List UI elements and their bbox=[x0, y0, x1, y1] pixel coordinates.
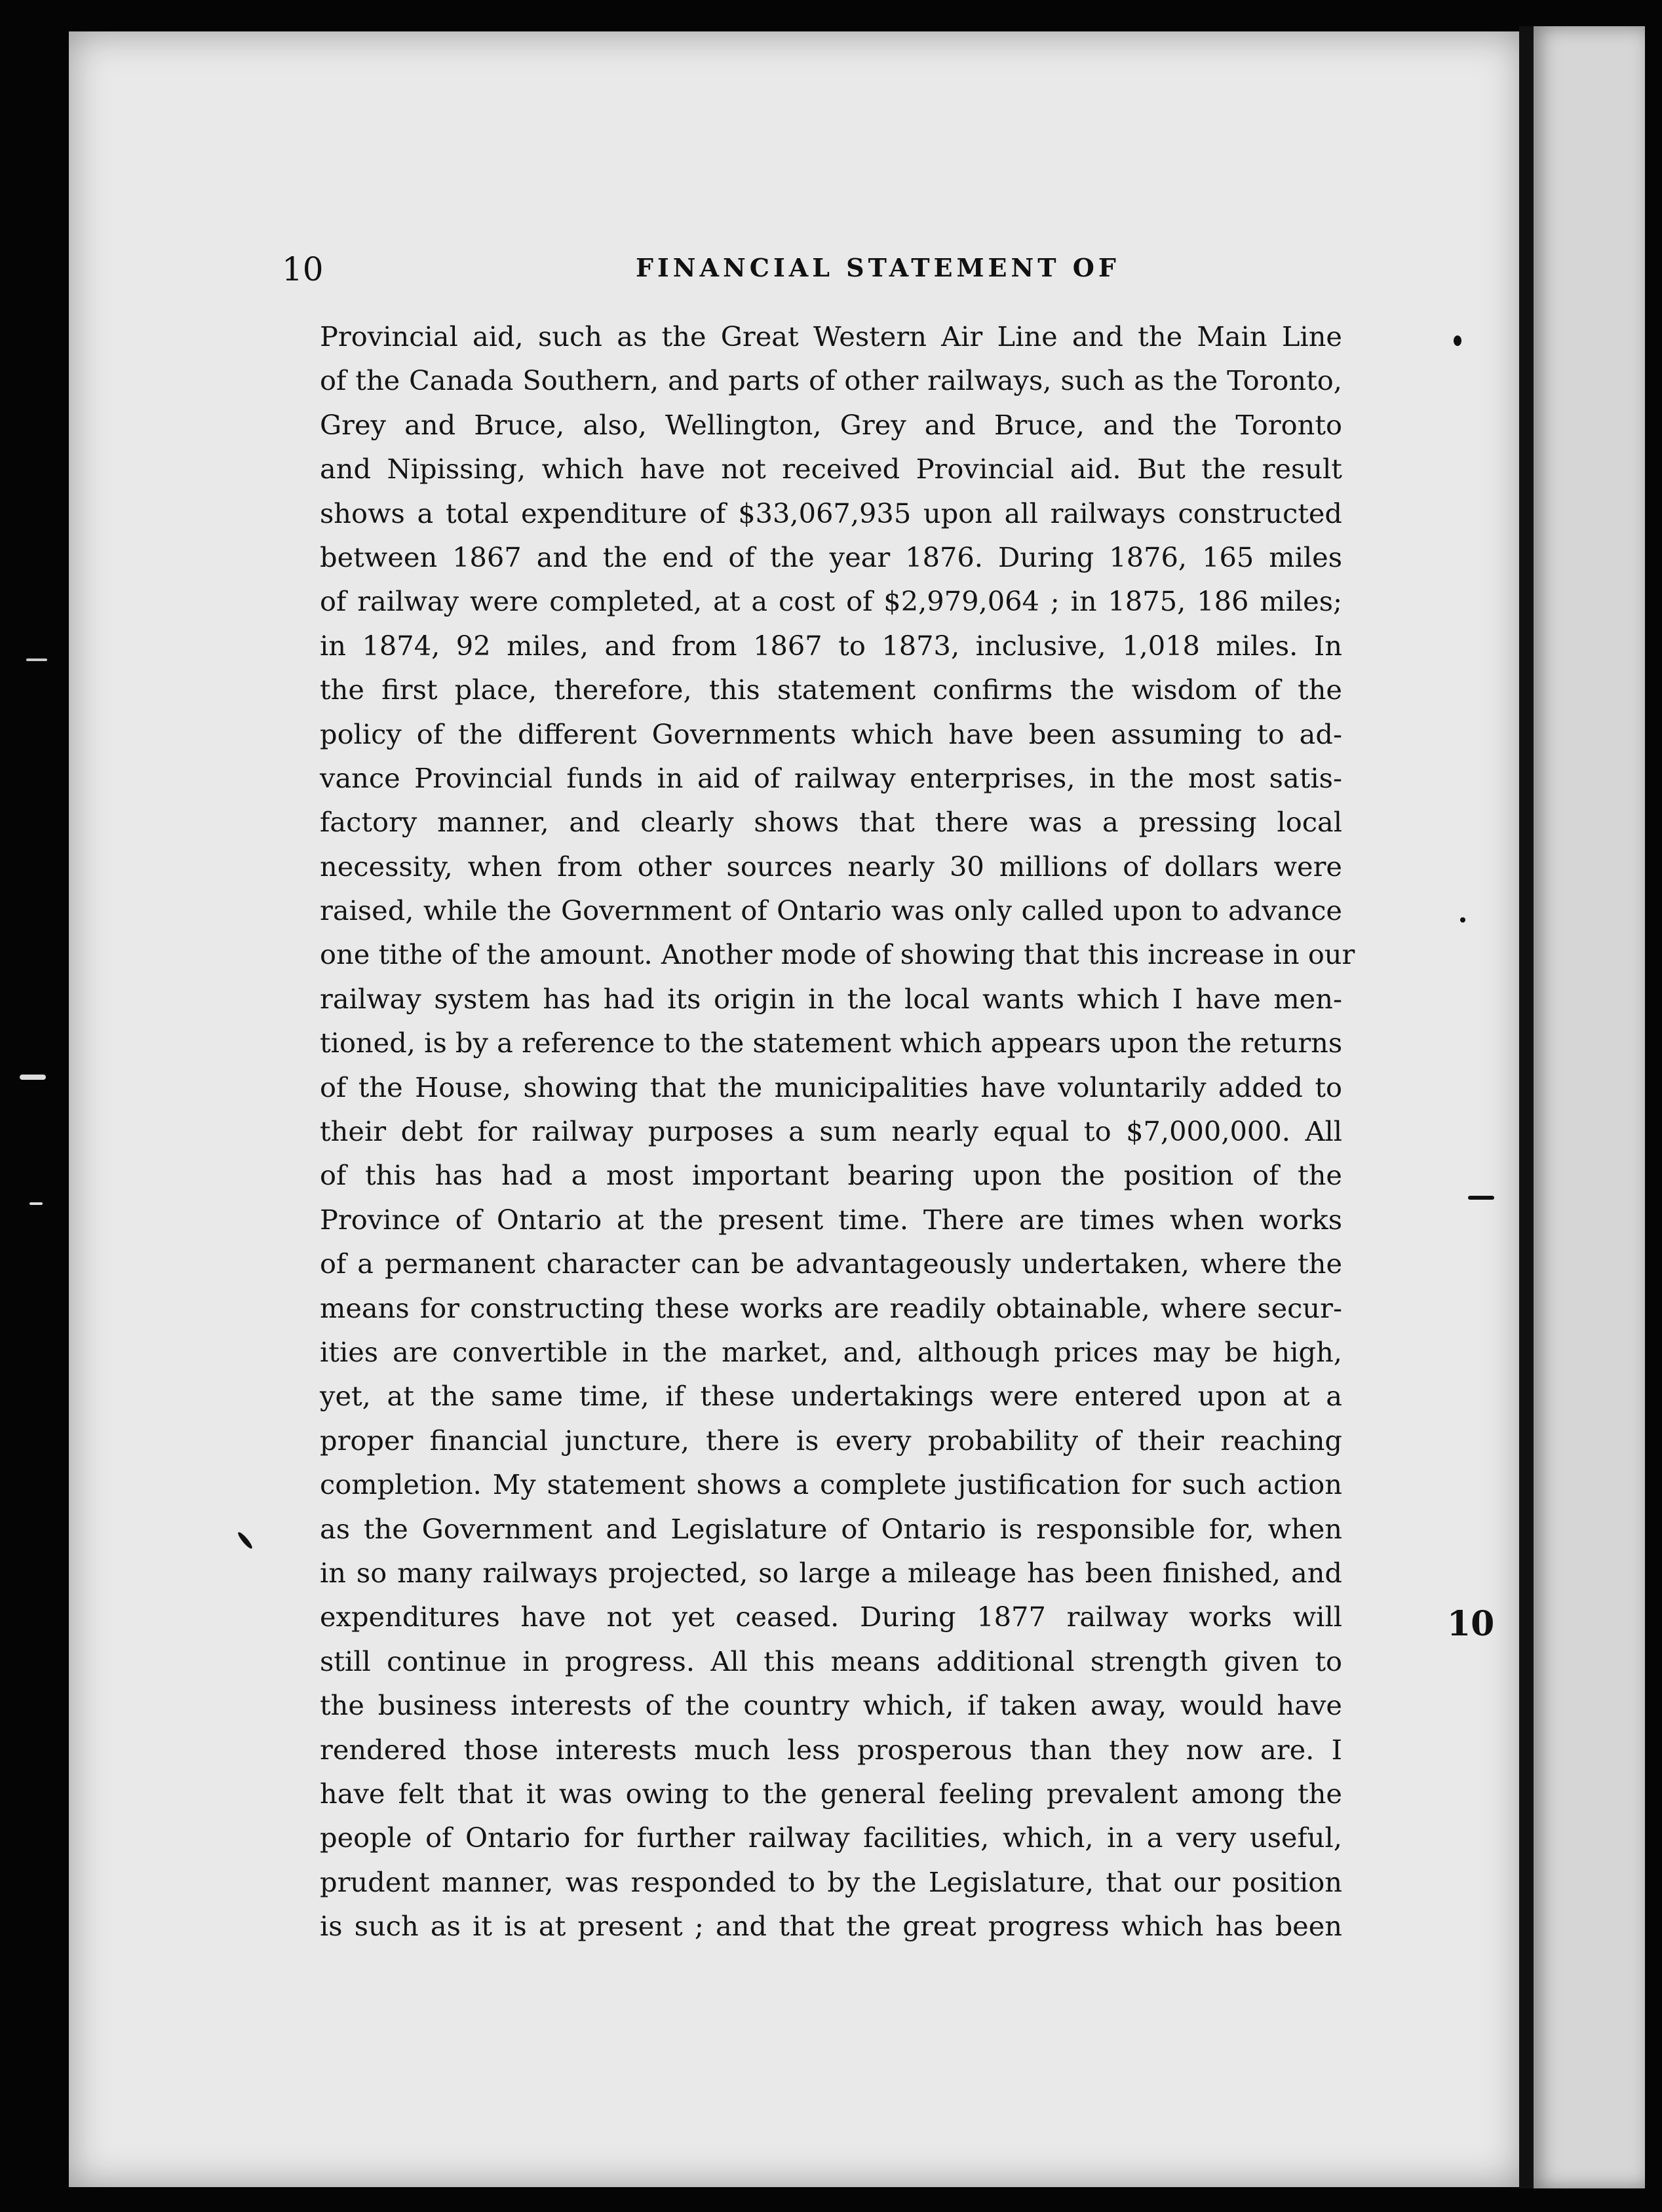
text-line: of a permanent character can be advantageously undertaken, where the bbox=[320, 1248, 1342, 1280]
text-line: their debt for railway purposes a sum nearly equal to $7,000,000. All bbox=[320, 1115, 1342, 1148]
margin-mark: 10 bbox=[1447, 1604, 1495, 1644]
text-line: as the Government and Legislature of Ontario is responsible for, when bbox=[320, 1512, 1342, 1545]
text-line: shows a total expenditure of $33,067,935 upon all railways constructed bbox=[320, 497, 1342, 529]
page-gutter bbox=[1519, 26, 1534, 2188]
text-line: the first place, therefore, this statement confirms the wisdom of the bbox=[320, 674, 1342, 706]
text-line: raised, while the Government of Ontario was only called upon to advance bbox=[320, 894, 1342, 927]
text-line: yet, at the same time, if these undertakings were entered upon at a bbox=[320, 1380, 1342, 1413]
text-line: still continue in progress. All this means additional strength given to bbox=[320, 1645, 1342, 1677]
text-line: in 1874, 92 miles, and from 1867 to 1873, inclusive, 1,018 miles. In bbox=[320, 629, 1342, 662]
text-line: expenditures have not yet ceased. During 1877 railway works will bbox=[320, 1601, 1342, 1633]
text-line: tioned, is by a reference to the statement which appears upon the returns bbox=[320, 1027, 1343, 1059]
adjacent-page-edge bbox=[1534, 26, 1645, 2188]
text-line: rendered those interests much less prosperous than they now are. I bbox=[320, 1733, 1342, 1766]
text-line: and Nipissing, which have not received Provincial aid. But the result bbox=[320, 453, 1342, 486]
text-line: prudent manner, was responded to by the Legislature, that our position bbox=[320, 1865, 1342, 1898]
text-line: vance Provincial funds in aid of railway enterprises, in the most satis- bbox=[320, 761, 1342, 794]
text-line: railway system has had its origin in the local wants which I have men- bbox=[320, 982, 1342, 1015]
text-line: one tithe of the amount. Another mode of showing that this increase in our bbox=[320, 938, 1355, 971]
text-line: of railway were completed, at a cost of $2,979,064 ; in 1875, 186 miles; bbox=[320, 585, 1342, 618]
body-text bbox=[320, 315, 1355, 1948]
text-line: Province of Ontario at the present time. There are times when works bbox=[320, 1203, 1342, 1236]
text-line: Provincial aid, such as the Great Western Air Line and the Main Line bbox=[320, 320, 1342, 353]
text-line: of the Canada Southern, and parts of other railways, such as the Toronto, bbox=[320, 364, 1342, 397]
text-line: Grey and Bruce, also, Wellington, Grey and Bruce, and the Toronto bbox=[320, 408, 1342, 441]
text-line: of the House, showing that the municipalities have voluntarily added to bbox=[320, 1071, 1342, 1103]
text-line: the business interests of the country which, if taken away, would have bbox=[320, 1689, 1342, 1722]
text-line: completion. My statement shows a complete justification for such action bbox=[320, 1468, 1342, 1501]
text-line: is such as it is at present ; and that the great progress which has been bbox=[320, 1910, 1342, 1943]
scan-speck bbox=[1454, 335, 1461, 346]
text-line: policy of the different Governments which have been assuming to ad- bbox=[320, 717, 1342, 750]
scan-speck bbox=[26, 658, 47, 661]
scan-speck bbox=[20, 1075, 46, 1080]
scan-speck bbox=[29, 1202, 43, 1205]
running-head: FINANCIAL STATEMENT OF bbox=[636, 253, 1120, 282]
text-line: means for constructing these works are readily obtainable, where secur- bbox=[320, 1291, 1342, 1324]
scan-speck bbox=[1460, 917, 1465, 923]
text-line: between 1867 and the end of the year 1876. During 1876, 165 miles bbox=[320, 541, 1342, 573]
text-line: necessity, when from other sources nearly 30 millions of dollars were bbox=[320, 850, 1342, 883]
scan-speck bbox=[1468, 1196, 1494, 1200]
text-line: in so many railways projected, so large a mileage has been finished, and bbox=[320, 1556, 1342, 1589]
text-line: proper financial juncture, there is every probability of their reaching bbox=[320, 1424, 1342, 1457]
page-number: 10 bbox=[282, 250, 324, 288]
text-line: factory manner, and clearly shows that there was a pressing local bbox=[320, 806, 1342, 839]
text-line: have felt that it was owing to the general feeling prevalent among the bbox=[320, 1777, 1342, 1810]
text-line: ities are convertible in the market, and, although prices may be high, bbox=[320, 1335, 1342, 1368]
text-line: of this has had a most important bearing upon the position of the bbox=[320, 1159, 1342, 1192]
page-header bbox=[282, 250, 1343, 303]
text-line: people of Ontario for further railway facilities, which, in a very useful, bbox=[320, 1821, 1342, 1854]
